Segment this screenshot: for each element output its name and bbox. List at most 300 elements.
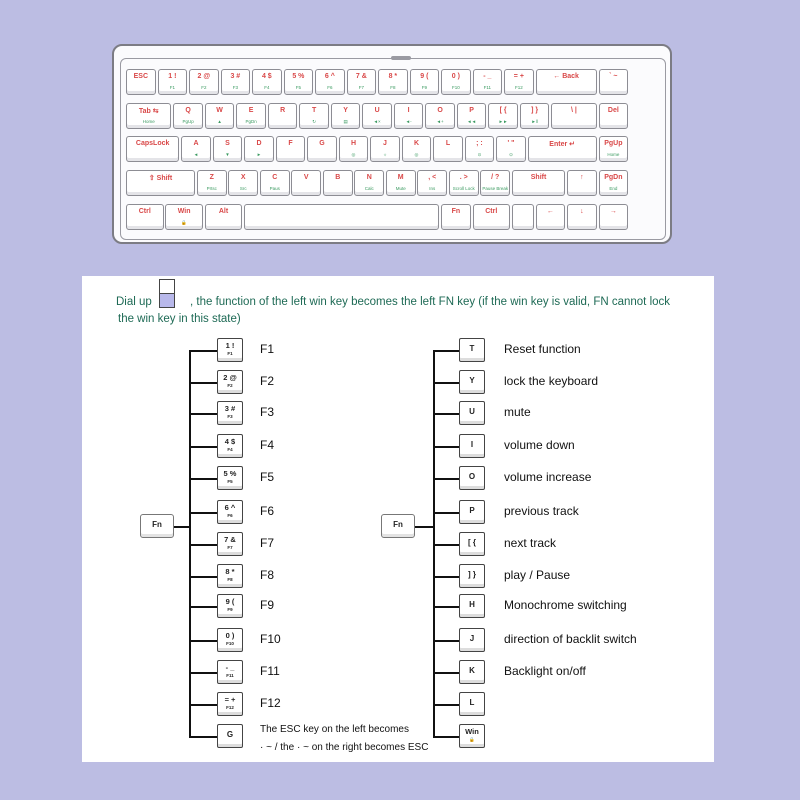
mapped-key <box>217 692 243 716</box>
key-sub-legend: ☼ <box>382 152 388 157</box>
mapped-key-legend: 0 ) <box>225 631 235 640</box>
keyboard-key <box>567 204 597 230</box>
function-description: mute <box>504 405 531 419</box>
keyboard-key <box>512 170 565 196</box>
note-line2: the win key in this state) <box>118 313 241 325</box>
keyboard-notch <box>391 56 411 60</box>
key-sub-legend: Paus <box>269 186 280 191</box>
keyboard-key <box>299 103 329 129</box>
keyboard-key <box>126 170 195 196</box>
fn-function-panel <box>82 276 714 762</box>
branch-line <box>189 413 217 415</box>
key-sub-legend: PgUp <box>182 119 194 124</box>
mapped-key-legend: [ { <box>468 538 476 547</box>
branch-line <box>433 576 459 578</box>
keyboard-key <box>276 136 306 162</box>
branch-line <box>189 606 217 608</box>
mapped-key-legend: J <box>469 634 475 643</box>
key-legend: 8 * <box>388 73 398 80</box>
key-legend: CapsLock <box>135 140 170 147</box>
function-description: F6 <box>260 504 275 518</box>
branch-line <box>433 446 459 448</box>
branch-line <box>189 704 217 706</box>
key-sub-legend: End <box>609 186 618 191</box>
mapped-key-sub-legend: F2 <box>227 383 233 388</box>
key-sub-legend: F4 <box>264 85 270 90</box>
key-legend: F <box>288 140 293 147</box>
keyboard-key <box>504 69 534 95</box>
branch-line <box>433 544 459 546</box>
key-legend: Q <box>185 107 191 114</box>
key-legend: Shift <box>530 174 547 181</box>
keyboard-key <box>221 69 251 95</box>
keyboard-key <box>386 170 416 196</box>
branch-line <box>433 512 459 514</box>
branch-line <box>189 382 217 384</box>
key-legend: M <box>397 174 404 181</box>
function-description: F9 <box>260 598 275 612</box>
key-legend: PgUp <box>604 140 623 147</box>
key-legend: = + <box>513 73 524 80</box>
key-legend: E <box>248 107 254 114</box>
keyboard-key <box>433 136 463 162</box>
mapped-key <box>459 466 485 490</box>
key-legend: Tab ⇆ <box>138 108 159 115</box>
key-legend: Y <box>343 107 348 114</box>
key-legend: Win <box>177 208 191 215</box>
function-description: Backlight on/off <box>504 664 586 678</box>
key-legend: K <box>413 140 419 147</box>
key-sub-legend: ↻ <box>312 119 316 124</box>
mapped-key <box>217 338 243 362</box>
mapped-key-legend: 9 ( <box>225 597 235 606</box>
key-legend: Z <box>209 174 214 181</box>
mapped-key-legend: 5 % <box>223 469 237 478</box>
keyboard-key <box>520 103 550 129</box>
keyboard-key <box>473 69 503 95</box>
mapped-key-legend: Y <box>469 376 475 385</box>
key-sub-legend: ◄- <box>405 119 412 124</box>
keyboard-key <box>347 69 377 95</box>
keyboard-key <box>158 69 188 95</box>
mapped-key-sub-legend: F5 <box>227 479 233 484</box>
key-legend: J <box>383 140 387 147</box>
key-legend: H <box>350 140 356 147</box>
key-legend: PgDn <box>604 174 623 181</box>
mapped-key-legend: 2 @ <box>223 373 237 382</box>
keyboard-key <box>567 170 597 196</box>
keyboard-key <box>126 204 164 230</box>
key-sub-legend: Src <box>239 186 247 191</box>
key-legend: D <box>256 140 262 147</box>
key-legend: 6 ^ <box>324 73 335 80</box>
keyboard-key <box>441 204 471 230</box>
key-sub-legend: ◎ <box>351 152 356 157</box>
branch-line <box>189 512 217 514</box>
mapped-key-sub-legend: F12 <box>226 705 234 710</box>
mapped-key <box>459 628 485 652</box>
mapped-key <box>459 532 485 556</box>
keyboard-key <box>449 170 479 196</box>
function-description: Reset function <box>504 342 581 356</box>
key-sub-legend: Ins <box>429 186 436 191</box>
mapped-key-legend: K <box>469 666 475 675</box>
function-description: volume down <box>504 438 575 452</box>
dial-upper-icon <box>159 279 175 294</box>
keyboard-key <box>496 136 526 162</box>
mapped-key-legend: O <box>468 472 476 481</box>
key-legend: A <box>193 140 199 147</box>
note-prefix: Dial up <box>116 296 152 308</box>
keyboard-key <box>291 170 321 196</box>
key-legend: U <box>374 107 380 114</box>
key-legend: ` ~ <box>609 73 618 80</box>
mapped-key-legend: I <box>470 440 474 449</box>
mapped-key-sub-legend: F9 <box>227 607 233 612</box>
keyboard-key <box>252 69 282 95</box>
key-legend: ← Back <box>553 73 579 80</box>
branch-line <box>189 672 217 674</box>
key-sub-legend: PgDn <box>245 119 257 124</box>
mapped-key-legend: 6 ^ <box>224 503 236 512</box>
mapped-key-legend: ] } <box>468 570 476 579</box>
key-legend: Ctrl <box>485 208 498 215</box>
key-legend: X <box>240 174 246 181</box>
keyboard-key <box>599 136 629 162</box>
keyboard-key <box>339 136 369 162</box>
function-description: lock the keyboard <box>504 374 599 388</box>
keyboard-key <box>315 69 345 95</box>
mapped-key-sub-legend: 🔒 <box>469 737 475 742</box>
keyboard-key <box>236 103 266 129</box>
key-sub-legend: F8 <box>390 85 396 90</box>
keyboard-key <box>599 204 629 230</box>
keyboard-key <box>402 136 432 162</box>
mapped-key <box>459 724 485 748</box>
key-legend: → <box>609 208 617 215</box>
mapped-key <box>217 370 243 394</box>
function-description: F4 <box>260 438 275 452</box>
keyboard-key <box>362 103 392 129</box>
keyboard-key <box>473 204 511 230</box>
mapped-key <box>459 370 485 394</box>
function-description: F11 <box>260 664 280 678</box>
branch-line <box>433 736 459 738</box>
mapped-key <box>217 564 243 588</box>
key-sub-legend: ►ll <box>531 119 538 124</box>
key-legend: \ | <box>571 107 577 114</box>
keyboard-key <box>417 170 447 196</box>
key-sub-legend: ► <box>256 152 262 157</box>
key-sub-legend: ▲ <box>217 119 222 124</box>
function-description: play / Pause <box>504 568 571 582</box>
fn-key <box>381 514 415 538</box>
branch-line <box>189 640 217 642</box>
mapped-key-legend: = + <box>224 695 236 704</box>
key-sub-legend: ⊙ <box>477 152 482 157</box>
mapped-key <box>459 660 485 684</box>
mapped-key-sub-legend: F6 <box>227 513 233 518</box>
keyboard-key <box>331 103 361 129</box>
mapped-key-legend: L <box>469 698 475 707</box>
key-legend: [ { <box>499 107 507 114</box>
branch-line <box>433 382 459 384</box>
key-sub-legend: Calc <box>364 186 374 191</box>
branch-line <box>189 478 217 480</box>
key-legend: L <box>445 140 451 147</box>
mapped-key-sub-legend: F8 <box>227 577 233 582</box>
keyboard-key <box>480 170 510 196</box>
branch-line <box>433 704 459 706</box>
key-sub-legend: Scroll Lock <box>452 186 475 191</box>
mapped-key-sub-legend: F7 <box>227 545 233 550</box>
key-legend: 9 ( <box>420 73 429 80</box>
key-legend: ↑ <box>580 174 584 181</box>
mapped-key-legend: T <box>469 344 475 353</box>
key-legend: 0 ) <box>451 73 460 80</box>
keyboard-key <box>512 204 534 230</box>
key-legend: ] } <box>531 107 539 114</box>
function-description: next track <box>504 536 557 550</box>
key-legend: Del <box>607 107 619 114</box>
key-legend: Ctrl <box>138 208 151 215</box>
keyboard-key <box>457 103 487 129</box>
mapped-key-legend: H <box>469 600 475 609</box>
function-description-continued: · ~ / the · ~ on the right becomes ESC <box>260 742 429 753</box>
key-sub-legend: ◄◄ <box>467 119 477 124</box>
key-sub-legend: ⊙ <box>509 152 513 157</box>
keyboard-key <box>528 136 597 162</box>
keyboard-plate <box>120 58 666 240</box>
branch-line <box>189 736 217 738</box>
key-sub-legend: ▼ <box>225 152 230 157</box>
key-sub-legend: F5 <box>295 85 301 90</box>
mapped-key-sub-legend: F1 <box>227 351 233 356</box>
mapped-key <box>217 532 243 556</box>
keyboard-key <box>488 103 518 129</box>
mapped-key <box>459 338 485 362</box>
key-sub-legend: F2 <box>201 85 207 90</box>
function-description: The ESC key on the left becomes <box>260 724 409 735</box>
function-description: F8 <box>260 568 275 582</box>
branch-line <box>433 672 459 674</box>
mapped-key-sub-legend: F3 <box>227 414 233 419</box>
key-sub-legend: ◄ <box>193 152 199 157</box>
keyboard-key <box>197 170 227 196</box>
keyboard-key <box>260 170 290 196</box>
key-sub-legend: Home <box>607 152 620 157</box>
keyboard-key <box>126 69 156 95</box>
mapped-key-legend: - _ <box>225 663 235 672</box>
key-legend: 5 % <box>292 73 305 80</box>
key-sub-legend: Mute <box>395 186 406 191</box>
keyboard-key <box>284 69 314 95</box>
keyboard-key <box>410 69 440 95</box>
keyboard-key <box>181 136 211 162</box>
key-sub-legend: ◄+ <box>436 119 444 124</box>
key-legend: S <box>225 140 230 147</box>
mapped-key <box>459 401 485 425</box>
mapped-key-legend: 7 & <box>224 535 236 544</box>
mapped-key <box>217 628 243 652</box>
keyboard-key <box>441 69 471 95</box>
keyboard-key <box>213 136 243 162</box>
key-sub-legend: F3 <box>232 85 238 90</box>
keyboard-key <box>599 170 629 196</box>
keyboard-key <box>425 103 455 129</box>
branch-line <box>433 413 459 415</box>
key-legend: I <box>407 107 410 114</box>
mapped-key-legend: Win <box>465 727 479 736</box>
keyboard-key <box>354 170 384 196</box>
key-legend: ESC <box>133 73 149 80</box>
key-sub-legend: F11 <box>483 85 492 90</box>
mapped-key-legend: P <box>469 506 475 515</box>
key-legend: G <box>319 140 325 147</box>
keyboard-key <box>465 136 495 162</box>
key-legend: ; : <box>476 140 483 147</box>
branch-line <box>433 606 459 608</box>
branch-line <box>433 350 459 352</box>
keyboard-key <box>599 103 629 129</box>
keyboard-key <box>126 103 171 129</box>
function-description: Monochrome switching <box>504 598 627 612</box>
key-legend: W <box>216 107 223 114</box>
key-legend: N <box>366 174 372 181</box>
mapped-key-legend: G <box>226 730 234 739</box>
function-description: F1 <box>260 342 275 356</box>
key-sub-legend: 🔒 <box>181 220 187 225</box>
mapped-key <box>217 466 243 490</box>
branch-line <box>189 576 217 578</box>
branch-line <box>189 350 217 352</box>
key-sub-legend: ◎ <box>414 152 419 157</box>
mapped-key <box>459 500 485 524</box>
key-legend: Alt <box>218 208 229 215</box>
key-sub-legend: F1 <box>169 85 175 90</box>
function-description: F7 <box>260 536 275 550</box>
function-description: volume increase <box>504 470 592 484</box>
key-legend: Fn <box>451 208 461 215</box>
key-sub-legend: F9 <box>421 85 427 90</box>
key-legend: P <box>469 107 474 114</box>
keyboard-key <box>551 103 596 129</box>
key-legend: ⇧ Shift <box>148 175 173 182</box>
key-sub-legend: Prtsc <box>206 186 217 191</box>
fn-key-label: Fn <box>393 520 403 529</box>
mapped-key-sub-legend: F11 <box>226 673 234 678</box>
function-description: direction of backlit switch <box>504 632 637 646</box>
mapped-key-legend: 3 # <box>224 404 236 413</box>
branch-line <box>189 544 217 546</box>
function-description: F5 <box>260 470 275 484</box>
mapped-key <box>217 594 243 618</box>
mapped-key-sub-legend: F4 <box>227 447 233 452</box>
mapped-key <box>217 401 243 425</box>
keyboard-key <box>394 103 424 129</box>
branch-line <box>189 446 217 448</box>
keyboard-key <box>205 204 243 230</box>
mapped-key-legend: 1 ! <box>225 341 235 350</box>
mapped-key <box>217 660 243 684</box>
keyboard-key <box>126 136 179 162</box>
key-legend: / ? <box>491 174 500 181</box>
mapped-key <box>217 434 243 458</box>
connector-line <box>415 526 433 528</box>
keyboard-key <box>228 170 258 196</box>
branch-line <box>433 640 459 642</box>
keyboard-illustration <box>112 44 672 244</box>
key-legend: 2 @ <box>197 73 211 80</box>
key-legend: O <box>437 107 443 114</box>
key-sub-legend: ►► <box>498 119 508 124</box>
mapped-key <box>459 594 485 618</box>
key-legend: ' " <box>507 140 515 147</box>
keyboard-key <box>370 136 400 162</box>
dial-lower-icon <box>159 293 175 308</box>
key-legend: T <box>311 107 317 114</box>
mapped-key <box>459 564 485 588</box>
keyboard-key <box>205 103 235 129</box>
fn-key <box>140 514 174 538</box>
note-line1: , the function of the left win key becomes the left FN key (if the win key is valid, FN cannot lock <box>190 296 671 308</box>
mapped-key-legend: 4 $ <box>224 437 236 446</box>
key-legend: , < <box>428 174 437 181</box>
mapped-key <box>217 500 243 524</box>
key-legend: 7 & <box>355 73 367 80</box>
keyboard-key <box>599 69 629 95</box>
key-legend: 4 $ <box>261 73 272 80</box>
function-description: F10 <box>260 632 281 646</box>
key-sub-legend: F10 <box>451 85 460 90</box>
key-legend: ↓ <box>580 208 584 215</box>
key-legend: B <box>335 174 341 181</box>
key-sub-legend: ▤ <box>343 119 348 124</box>
key-sub-legend: F6 <box>327 85 333 90</box>
connector-line <box>174 526 189 528</box>
keyboard-key <box>323 170 353 196</box>
key-legend: . > <box>459 174 468 181</box>
keyboard-key <box>173 103 203 129</box>
keyboard-key <box>536 69 597 95</box>
keyboard-key <box>536 204 566 230</box>
key-legend: - _ <box>483 73 492 80</box>
key-sub-legend: Pause Break <box>482 186 509 191</box>
keyboard-key <box>244 136 274 162</box>
key-sub-legend: F12 <box>514 85 523 90</box>
key-sub-legend: ◄× <box>373 119 381 124</box>
keyboard-key <box>378 69 408 95</box>
keyboard-key <box>244 204 439 230</box>
key-legend: R <box>280 107 286 114</box>
keyboard-key <box>268 103 298 129</box>
mapped-key <box>217 724 243 748</box>
fn-key-label: Fn <box>152 520 162 529</box>
mapped-key-legend: 8 * <box>225 567 235 576</box>
key-legend: C <box>272 174 278 181</box>
mapped-key-sub-legend: F10 <box>226 641 234 646</box>
key-legend: ← <box>546 208 554 215</box>
function-description: previous track <box>504 504 579 518</box>
function-description: F3 <box>260 405 275 419</box>
key-legend: V <box>303 174 309 181</box>
mapped-key <box>459 434 485 458</box>
key-legend: 3 # <box>230 73 241 80</box>
key-legend: Enter ↵ <box>549 141 575 148</box>
function-description: F2 <box>260 374 275 388</box>
mapped-key-legend: U <box>469 407 475 416</box>
keyboard-key <box>307 136 337 162</box>
